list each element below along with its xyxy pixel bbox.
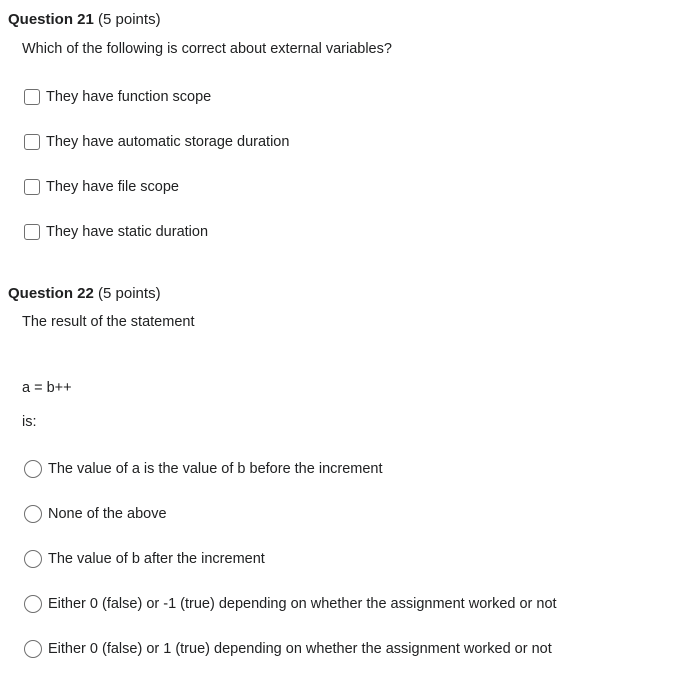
option-label: Either 0 (false) or 1 (true) depending on whether the assignment worked or not (48, 641, 552, 657)
question-header (8, 10, 161, 30)
question-prompt: Which of the following is correct about external variables? (22, 41, 392, 57)
option-label: None of the above (48, 506, 167, 522)
question-header (8, 284, 161, 304)
option-label: They have file scope (46, 179, 179, 195)
checkbox[interactable] (24, 224, 40, 240)
option-label: Either 0 (false) or -1 (true) depending on whether the assignment worked or not (48, 596, 557, 612)
radio-button[interactable] (24, 550, 42, 568)
answer-option[interactable] (24, 222, 208, 242)
answer-option[interactable] (24, 459, 383, 479)
answer-option[interactable] (24, 639, 552, 659)
checkbox[interactable] (24, 134, 40, 150)
option-label: The value of a is the value of b before the increment (48, 461, 383, 477)
radio-button[interactable] (24, 595, 42, 613)
answer-option[interactable] (24, 87, 211, 107)
radio-button[interactable] (24, 640, 42, 658)
code-statement: a = b++ (22, 380, 72, 396)
radio-button[interactable] (24, 505, 42, 523)
question-title: Question 21 (8, 11, 94, 28)
option-label: They have automatic storage duration (46, 134, 290, 150)
question-points: (5 points) (98, 285, 161, 302)
question-prompt: The result of the statement (22, 314, 195, 330)
answer-option[interactable] (24, 549, 265, 569)
option-label: They have static duration (46, 224, 209, 240)
checkbox[interactable] (24, 89, 40, 105)
question-points: (5 points) (98, 11, 161, 28)
option-label: The value of b after the increment (48, 551, 265, 567)
question-suffix: is: (22, 414, 37, 430)
checkbox[interactable] (24, 179, 40, 195)
answer-option[interactable] (24, 132, 289, 152)
answer-option[interactable] (24, 594, 557, 614)
question-title: Question 22 (8, 285, 94, 302)
answer-option[interactable] (24, 504, 167, 524)
answer-option[interactable] (24, 177, 179, 197)
option-label: They have function scope (46, 89, 212, 105)
radio-button[interactable] (24, 460, 42, 478)
